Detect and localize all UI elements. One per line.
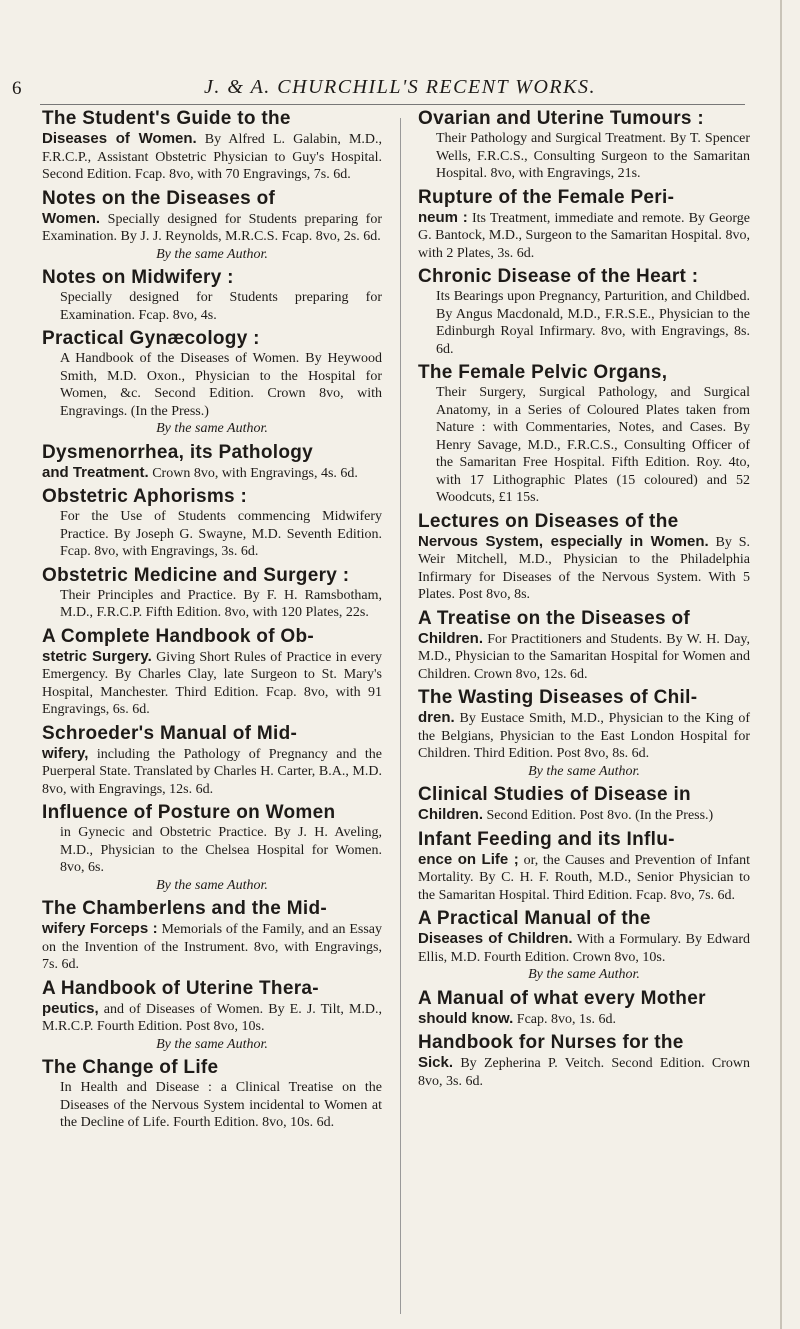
entry-body: In Health and Disease : a Clinical Treatise on the Diseases of the Nervous System incidental to Women at the Decline of Life. Fourth Edition. 8vo, 10s. 6d. (60, 1080, 382, 1130)
same-author-note: By the same Author. (156, 877, 268, 893)
entry-title: The Student's Guide to the (42, 108, 291, 129)
entry-title: The Change of Life (42, 1057, 219, 1078)
entry-title: Practical Gynæcology : (42, 328, 260, 349)
running-head: J. & A. CHURCHILL'S RECENT WORKS. (204, 76, 596, 98)
book-entry (418, 829, 750, 905)
book-entry (42, 267, 382, 324)
entry-body: Crown 8vo, with Engravings, 4s. 6d. (152, 465, 358, 481)
book-entry (42, 486, 382, 561)
entry-body: Its Treatment, immediate and remote. By George G. Bantock, M.D., Surgeon to the Samaritan Hospital. 8vo, with 2 Plates, 3s. 6d. (418, 210, 750, 261)
entry-body: Their Pathology and Surgical Treatment. By T. Spencer Wells, F.R.C.S., Consulting Surgeon to the Samaritan Hospital. 8vo, with Engravings, 21s. (436, 131, 750, 181)
entry-body: With a Formulary. By Edward Ellis, M.D. Fourth Edition. Crown 8vo, 10s. (418, 932, 750, 965)
entry-body: By Eustace Smith, M.D., Physician to the King of the Belgians, Physician to the East London Hospital for Children. Third Edition. Post 8vo, 8s. 6d. (418, 711, 751, 761)
entry-subtitle: wifery Forceps : (42, 920, 158, 937)
entry-title: The Female Pelvic Organs, (418, 362, 668, 383)
entry-body: By Alfred L. Galabin, M.D., F.R.C.P., Assistant Obstetric Physician to Guy's Hospital. Second Edition. Fcap. 8vo, with 70 Engravings, 7s. 6d. (42, 132, 383, 182)
entry-body: Their Principles and Practice. By F. H. Ramsbotham, M.D., F.R.C.P. Fifth Edition. 8vo, with 120 Plates, 22s. (60, 587, 382, 620)
entry-body: Memorials of the Family, and an Essay on the Invention of the Instrument. 8vo, with Engravings, 7s. 6d. (42, 922, 382, 972)
entry-title: Infant Feeding and its Influ- (418, 828, 675, 850)
book-entry (418, 908, 750, 984)
book-entry (42, 802, 382, 894)
entry-title: A Treatise on the Diseases of (418, 607, 690, 629)
entry-body: For the Use of Students commencing Midwifery Practice. By Joseph G. Swayne, M.D. Seventh Edition. Fcap. 8vo, with Engravings, 3s. 6d. (60, 509, 382, 559)
book-entry (42, 898, 382, 974)
entry-title: Clinical Studies of Disease in (418, 784, 691, 805)
entry-subtitle: and Treatment. (42, 463, 149, 481)
entry-title: A Handbook of Uterine Thera- (42, 977, 319, 999)
entry-body: including the Pathology of Pregnancy and the Puerperal State. Translated by Charles H. Carter, B.A., M.D. 8vo, with Engravings, 12s. 6d. (42, 746, 383, 797)
entry-subtitle: Diseases of Women. (42, 130, 197, 147)
entry-title: A Complete Handbook of Ob- (42, 625, 315, 647)
book-entry (42, 188, 382, 264)
book-entry (418, 108, 750, 183)
book-entry (42, 978, 382, 1054)
book-entry (418, 608, 750, 684)
entry-subtitle: Children. (418, 806, 484, 823)
entry-subtitle: peutics, (42, 999, 99, 1017)
entry-body: Specially designed for Students preparing for Examination. Fcap. 8vo, 4s. (60, 290, 382, 323)
entry-title: A Manual of what every Mother (418, 987, 706, 1009)
entry-body: A Handbook of the Diseases of Women. By Heywood Smith, M.D. Oxon., Physician to the Hospital for Women, &c. Second Edition. Crown 8vo, with Engravings. (In the Press.) (60, 351, 382, 419)
entry-title: Obstetric Aphorisms : (42, 486, 248, 507)
right-column (418, 108, 750, 1094)
entry-body: Fcap. 8vo, 1s. 6d. (516, 1011, 616, 1027)
book-entry (418, 266, 750, 358)
book-entry (418, 687, 750, 780)
left-column (42, 108, 382, 1136)
book-entry (42, 328, 382, 438)
entry-title: Lectures on Diseases of the (418, 510, 679, 532)
entry-title: Obstetric Medicine and Surgery : (42, 564, 350, 586)
entry-title: Dysmenorrhea, its Pathology (42, 441, 314, 463)
entry-body: Specially designed for Students preparing for Examination. By J. J. Reynolds, M.R.C.S. Fcap. 8vo, 2s. 6d. (42, 211, 382, 244)
entry-title: Influence of Posture on Women (42, 802, 336, 823)
entry-title: The Chamberlens and the Mid- (42, 898, 327, 919)
entry-body: By S. Weir Mitchell, M.D., Physician to the Philadelphia Infirmary for Diseases of the Nervous System. With 5 Plates. Post 8vo, 8s. (418, 534, 750, 602)
book-entry (42, 626, 382, 719)
entry-body: Their Surgery, Surgical Pathology, and Surgical Anatomy, in a Series of Coloured Plates taken from Nature : with Commentaries, Notes, and Cases. By Henry Savage, M.D., F.R.C.S., Consulting Officer of the Samaritan Free Hospital. Fifth Edition. Roy. 4to, with 17 Lithographic Plates (15 coloured) and 52 Woodcuts, £1 15s. (436, 385, 750, 505)
entry-body: Its Bearings upon Pregnancy, Parturition, and Childbed. By Angus Macdonald, M.D., F.R.S.E., Physician to the Edinburgh Royal Infirmary. 8vo, with Engravings, 8s. 6d. (436, 289, 750, 357)
entry-subtitle: neum : (418, 208, 468, 226)
entry-title: Handbook for Nurses for the (418, 1032, 684, 1053)
book-entry (42, 1057, 382, 1132)
book-entry (418, 784, 750, 825)
entry-subtitle: stetric Surgery. (42, 647, 152, 665)
entry-subtitle: dren. (418, 709, 455, 726)
entry-subtitle: Women. (42, 209, 101, 227)
entry-body: in Gynecic and Obstetric Practice. By J. H. Aveling, M.D., Physician to the Chelsea Hospital for Women. 8vo, 6s. (60, 825, 382, 875)
entry-body: Second Edition. Post 8vo. (In the Press.) (486, 808, 714, 823)
same-author-note: By the same Author. (156, 246, 268, 262)
book-entry (418, 187, 750, 263)
entry-title: Rupture of the Female Peri- (418, 186, 675, 208)
book-entry (418, 362, 750, 507)
column-divider (400, 118, 401, 1314)
entry-body: For Practitioners and Students. By W. H. Day, M.D., Physician to the Samaritan Hospital for Women and Children. Crown 8vo, 12s. 6d. (418, 631, 751, 682)
entry-subtitle: Nervous System, especially in Women. (418, 532, 709, 550)
same-author-note: By the same Author. (156, 421, 268, 436)
header-rule (40, 104, 745, 105)
entry-title: A Practical Manual of the (418, 908, 651, 929)
page-edge-line (780, 0, 782, 1329)
page-number: 6 (12, 78, 22, 99)
book-entry (418, 1032, 750, 1090)
entry-subtitle: wifery, (42, 744, 89, 762)
entry-body: By Zepherina P. Veitch. Second Edition. Crown 8vo, 3s. 6d. (418, 1056, 751, 1089)
entry-subtitle: should know. (418, 1009, 514, 1027)
entry-body: or, the Causes and Prevention of Infant Mortality. By C. H. F. Routh, M.D., Senior Physician to the Samaritan Hospital. Third Edition. Fcap. 8vo, 7s. 6d. (418, 852, 751, 903)
entry-subtitle: Sick. (418, 1054, 454, 1071)
book-entry (42, 565, 382, 622)
entry-title: Chronic Disease of the Heart : (418, 266, 699, 287)
entry-body: and of Diseases of Women. By E. J. Tilt, M.D., M.R.C.P. Fourth Edition. Post 8vo, 10s. (42, 1001, 383, 1034)
entry-title: The Wasting Diseases of Chil- (418, 687, 698, 708)
book-entry (42, 108, 382, 184)
entry-subtitle: Diseases of Children. (418, 930, 573, 947)
entry-title: Notes on Midwifery : (42, 267, 234, 288)
book-entry (42, 723, 382, 799)
entry-subtitle: ence on Life ; (418, 850, 519, 868)
entry-body: Giving Short Rules of Practice in every Emergency. By Charles Clay, late Surgeon to St. Mary's Hospital, Manchester. Third Edition. Fcap. 8vo, with 91 Engravings, 6s. 6d. (42, 649, 383, 717)
entry-title: Ovarian and Uterine Tumours : (418, 108, 705, 129)
entry-title: Notes on the Diseases of (42, 187, 276, 209)
same-author-note: By the same Author. (528, 967, 640, 982)
entry-subtitle: Children. (418, 629, 484, 647)
entry-title: Schroeder's Manual of Mid- (42, 722, 298, 744)
book-entry (418, 988, 750, 1029)
book-entry (418, 511, 750, 604)
book-entry (42, 442, 382, 483)
same-author-note: By the same Author. (156, 1036, 268, 1052)
same-author-note: By the same Author. (528, 763, 640, 779)
